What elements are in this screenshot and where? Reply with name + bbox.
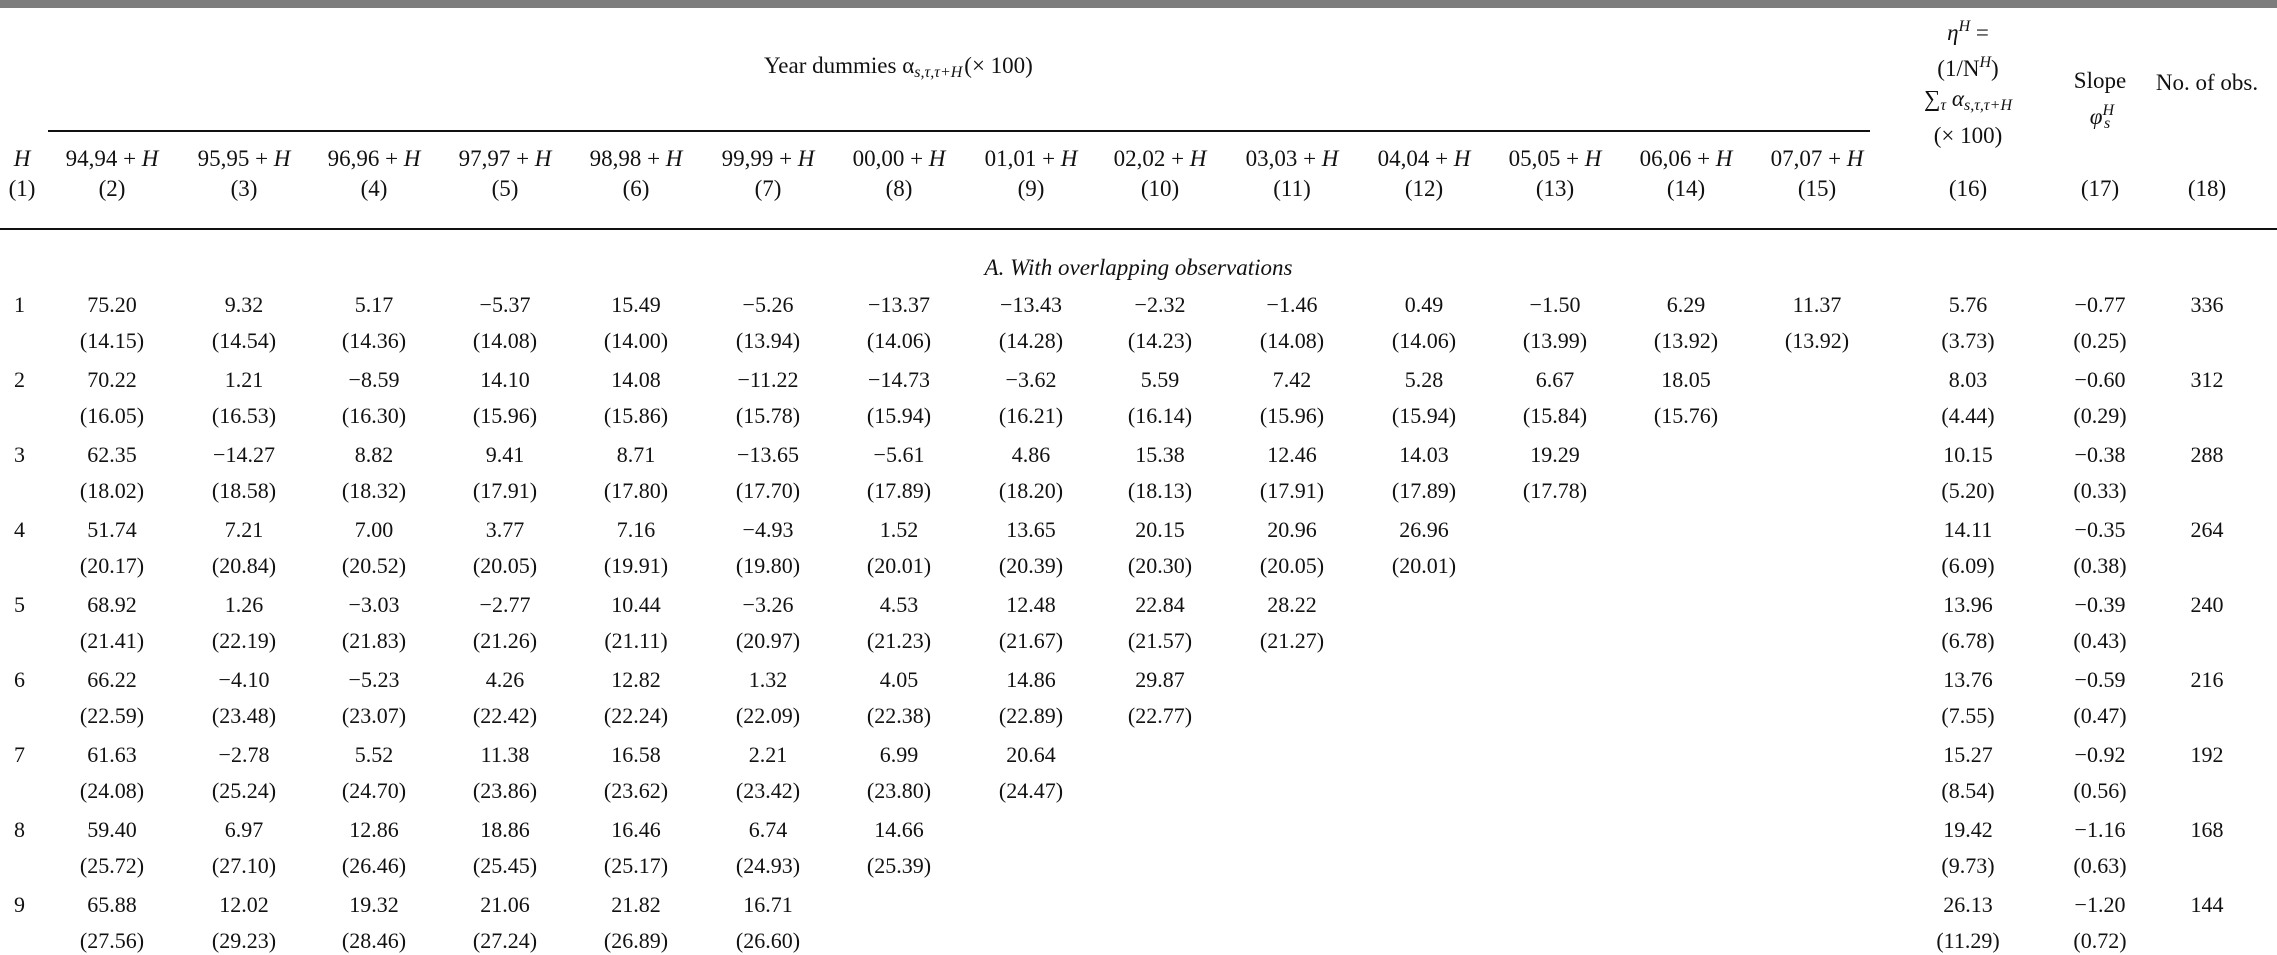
eta-cell: 8.03 bbox=[1948, 367, 1988, 392]
slope-line1: Slope bbox=[2073, 68, 2127, 93]
stderr-cell: (22.09) bbox=[735, 703, 801, 728]
estimate-cell: 29.87 bbox=[1135, 667, 1185, 692]
eta-stderr-cell: (4.44) bbox=[1941, 403, 1995, 428]
estimate-cell: 7.21 bbox=[224, 517, 264, 542]
stderr-cell: (13.92) bbox=[1784, 328, 1850, 353]
stderr-cell: (17.89) bbox=[866, 478, 932, 503]
estimate-cell: 8.82 bbox=[354, 442, 394, 467]
row-h-value: 7 bbox=[14, 742, 25, 767]
estimate-cell: 5.59 bbox=[1140, 367, 1180, 392]
stderr-cell: (15.84) bbox=[1522, 403, 1588, 428]
estimate-cell: 4.05 bbox=[879, 667, 919, 692]
estimate-cell: 68.92 bbox=[87, 592, 137, 617]
stderr-cell: (18.32) bbox=[341, 478, 407, 503]
slope-header bbox=[2074, 66, 2126, 139]
stderr-cell: (16.21) bbox=[998, 403, 1064, 428]
row-h-value: 9 bbox=[14, 892, 25, 917]
estimate-cell: 3.77 bbox=[485, 517, 525, 542]
obs-header: No. of obs. bbox=[2155, 70, 2259, 95]
stderr-cell: (20.30) bbox=[1127, 553, 1193, 578]
estimate-cell: 5.52 bbox=[354, 742, 394, 767]
col-label-year: 01,01 + H bbox=[984, 146, 1078, 171]
slope-cell: −0.59 bbox=[2074, 667, 2126, 692]
obs-cell: 192 bbox=[2190, 742, 2224, 767]
stderr-cell: (21.11) bbox=[604, 628, 668, 653]
row-h-value: 6 bbox=[14, 667, 25, 692]
estimate-cell: −3.62 bbox=[1005, 367, 1057, 392]
header-bottom-rule bbox=[0, 228, 2277, 230]
estimate-cell: 15.49 bbox=[611, 292, 661, 317]
stderr-cell: (24.08) bbox=[79, 778, 145, 803]
stderr-cell: (16.05) bbox=[79, 403, 145, 428]
eta-line3: $\sum_\tau$ $\alpha_{s,\tau,\tau+H}$ bbox=[1924, 86, 2012, 114]
stderr-cell: (27.56) bbox=[79, 928, 145, 953]
estimate-cell: 70.22 bbox=[87, 367, 137, 392]
estimate-cell: 20.15 bbox=[1135, 517, 1185, 542]
estimate-cell: 21.82 bbox=[611, 892, 661, 917]
estimate-cell: 12.46 bbox=[1267, 442, 1317, 467]
col-number: (9) bbox=[1017, 176, 1045, 201]
obs-cell: 216 bbox=[2190, 667, 2224, 692]
estimate-cell: 6.29 bbox=[1666, 292, 1706, 317]
estimate-cell: 12.82 bbox=[611, 667, 661, 692]
estimate-cell: 20.64 bbox=[1006, 742, 1056, 767]
eta-stderr-cell: (9.73) bbox=[1941, 853, 1995, 878]
row-h-value: 8 bbox=[14, 817, 25, 842]
eta-header bbox=[1924, 12, 2012, 151]
col-number: (16) bbox=[1948, 176, 1988, 201]
section-title: A. With overlapping observations bbox=[984, 255, 1293, 280]
estimate-cell: 22.84 bbox=[1135, 592, 1185, 617]
estimate-cell: 66.22 bbox=[87, 667, 137, 692]
estimate-cell: 15.38 bbox=[1135, 442, 1185, 467]
stderr-cell: (26.46) bbox=[341, 853, 407, 878]
eta-stderr-cell: (7.55) bbox=[1941, 703, 1995, 728]
slope-stderr-cell: (0.33) bbox=[2073, 478, 2127, 503]
estimate-cell: 6.74 bbox=[748, 817, 788, 842]
stderr-cell: (26.60) bbox=[735, 928, 801, 953]
col-number: (6) bbox=[622, 176, 650, 201]
estimate-cell: 1.21 bbox=[224, 367, 264, 392]
stderr-cell: (22.38) bbox=[866, 703, 932, 728]
stderr-cell: (18.02) bbox=[79, 478, 145, 503]
col-number: (14) bbox=[1666, 176, 1706, 201]
col-number: (7) bbox=[754, 176, 782, 201]
estimate-cell: 16.58 bbox=[611, 742, 661, 767]
estimate-cell: 18.86 bbox=[480, 817, 530, 842]
estimate-cell: −1.46 bbox=[1266, 292, 1318, 317]
estimate-cell: 14.03 bbox=[1399, 442, 1449, 467]
eta-line4: (× 100) bbox=[1933, 123, 2003, 148]
estimate-cell: 14.66 bbox=[874, 817, 924, 842]
row-h-value: 5 bbox=[14, 592, 25, 617]
col-label-year: 04,04 + H bbox=[1377, 146, 1471, 171]
slope-cell: −0.39 bbox=[2074, 592, 2126, 617]
slope-line2: $\varphi^H_s$ bbox=[2089, 102, 2115, 132]
col-number: (5) bbox=[491, 176, 519, 201]
estimate-cell: −13.37 bbox=[868, 292, 930, 317]
estimate-cell: 21.06 bbox=[480, 892, 530, 917]
stderr-cell: (29.23) bbox=[211, 928, 277, 953]
estimate-cell: 7.42 bbox=[1272, 367, 1312, 392]
eta-stderr-cell: (3.73) bbox=[1941, 328, 1995, 353]
estimate-cell: 4.86 bbox=[1011, 442, 1051, 467]
stderr-cell: (18.58) bbox=[211, 478, 277, 503]
stderr-cell: (15.86) bbox=[603, 403, 669, 428]
estimate-cell: −2.77 bbox=[479, 592, 531, 617]
stderr-cell: (14.23) bbox=[1127, 328, 1193, 353]
col-number: (10) bbox=[1140, 176, 1180, 201]
estimate-cell: 12.48 bbox=[1006, 592, 1056, 617]
year-dummies-underline bbox=[48, 130, 1870, 132]
col-number: (8) bbox=[885, 176, 913, 201]
col-number: (18) bbox=[2187, 176, 2227, 201]
slope-cell: −0.60 bbox=[2074, 367, 2126, 392]
estimate-cell: 65.88 bbox=[87, 892, 137, 917]
stderr-cell: (14.06) bbox=[1391, 328, 1457, 353]
obs-cell: 168 bbox=[2190, 817, 2224, 842]
stderr-cell: (23.80) bbox=[866, 778, 932, 803]
estimate-cell: −13.43 bbox=[1000, 292, 1062, 317]
stderr-cell: (20.01) bbox=[1391, 553, 1457, 578]
stderr-cell: (23.07) bbox=[341, 703, 407, 728]
stderr-cell: (13.92) bbox=[1653, 328, 1719, 353]
stderr-cell: (20.52) bbox=[341, 553, 407, 578]
stderr-cell: (23.48) bbox=[211, 703, 277, 728]
estimate-cell: 62.35 bbox=[87, 442, 137, 467]
estimate-cell: −2.32 bbox=[1134, 292, 1186, 317]
estimate-cell: −8.59 bbox=[348, 367, 400, 392]
stderr-cell: (26.89) bbox=[603, 928, 669, 953]
eta-cell: 19.42 bbox=[1943, 817, 1993, 842]
row-h-value: 1 bbox=[14, 292, 25, 317]
obs-cell: 288 bbox=[2190, 442, 2224, 467]
estimate-cell: 28.22 bbox=[1267, 592, 1317, 617]
estimate-cell: 12.02 bbox=[219, 892, 269, 917]
estimate-cell: 14.86 bbox=[1006, 667, 1056, 692]
col-label-year: 98,98 + H bbox=[589, 146, 683, 171]
col-number: (2) bbox=[98, 176, 126, 201]
slope-cell: −1.20 bbox=[2074, 892, 2126, 917]
eta-stderr-cell: (5.20) bbox=[1941, 478, 1995, 503]
stderr-cell: (21.67) bbox=[998, 628, 1064, 653]
estimate-cell: 19.32 bbox=[349, 892, 399, 917]
stderr-cell: (17.91) bbox=[472, 478, 538, 503]
stderr-cell: (24.47) bbox=[998, 778, 1064, 803]
estimate-cell: 20.96 bbox=[1267, 517, 1317, 542]
stderr-cell: (14.06) bbox=[866, 328, 932, 353]
stderr-cell: (14.08) bbox=[472, 328, 538, 353]
col-number: (4) bbox=[360, 176, 388, 201]
estimate-cell: 0.49 bbox=[1404, 292, 1444, 317]
stderr-cell: (25.39) bbox=[866, 853, 932, 878]
estimate-cell: 75.20 bbox=[87, 292, 137, 317]
stderr-cell: (20.17) bbox=[79, 553, 145, 578]
stderr-cell: (20.05) bbox=[1259, 553, 1325, 578]
slope-cell: −1.16 bbox=[2074, 817, 2126, 842]
stderr-cell: (24.70) bbox=[341, 778, 407, 803]
slope-stderr-cell: (0.43) bbox=[2073, 628, 2127, 653]
col-label-year: 07,07 + H bbox=[1770, 146, 1864, 171]
stderr-cell: (15.96) bbox=[1259, 403, 1325, 428]
estimate-cell: −1.50 bbox=[1529, 292, 1581, 317]
eta-stderr-cell: (11.29) bbox=[1936, 928, 2000, 953]
stderr-cell: (20.97) bbox=[735, 628, 801, 653]
stderr-cell: (22.42) bbox=[472, 703, 538, 728]
estimate-cell: 26.96 bbox=[1399, 517, 1449, 542]
col-label-year: 02,02 + H bbox=[1113, 146, 1207, 171]
estimate-cell: 4.26 bbox=[485, 667, 525, 692]
stderr-cell: (17.91) bbox=[1259, 478, 1325, 503]
estimate-cell: 1.52 bbox=[879, 517, 919, 542]
estimate-cell: 7.16 bbox=[616, 517, 656, 542]
col-label-year: 03,03 + H bbox=[1245, 146, 1339, 171]
stderr-cell: (27.10) bbox=[211, 853, 277, 878]
stderr-cell: (22.19) bbox=[211, 628, 277, 653]
estimate-cell: 4.53 bbox=[879, 592, 919, 617]
stderr-cell: (15.94) bbox=[1391, 403, 1457, 428]
estimate-cell: 19.29 bbox=[1530, 442, 1580, 467]
col-number: (1) bbox=[8, 176, 36, 201]
estimate-cell: −4.93 bbox=[742, 517, 794, 542]
stderr-cell: (15.94) bbox=[866, 403, 932, 428]
estimate-cell: 51.74 bbox=[87, 517, 137, 542]
slope-stderr-cell: (0.25) bbox=[2073, 328, 2127, 353]
col-number: (15) bbox=[1797, 176, 1837, 201]
eta-cell: 13.96 bbox=[1943, 592, 1993, 617]
stderr-cell: (21.26) bbox=[472, 628, 538, 653]
stderr-cell: (18.20) bbox=[998, 478, 1064, 503]
obs-cell: 312 bbox=[2190, 367, 2224, 392]
stderr-cell: (17.78) bbox=[1522, 478, 1588, 503]
slope-cell: −0.92 bbox=[2074, 742, 2126, 767]
stderr-cell: (17.70) bbox=[735, 478, 801, 503]
estimate-cell: 11.37 bbox=[1792, 292, 1842, 317]
estimate-cell: 9.41 bbox=[485, 442, 525, 467]
stderr-cell: (15.96) bbox=[472, 403, 538, 428]
stderr-cell: (14.00) bbox=[603, 328, 669, 353]
eta-line1: $\eta^H$ = bbox=[1947, 18, 1989, 45]
estimate-cell: 59.40 bbox=[87, 817, 137, 842]
top-rule bbox=[0, 0, 2277, 8]
stderr-cell: (16.53) bbox=[211, 403, 277, 428]
slope-cell: −0.77 bbox=[2074, 292, 2126, 317]
stderr-cell: (19.80) bbox=[735, 553, 801, 578]
stderr-cell: (21.23) bbox=[866, 628, 932, 653]
col-number: (12) bbox=[1404, 176, 1444, 201]
group-title-sub: s,τ,τ+H bbox=[914, 64, 963, 81]
stderr-cell: (14.36) bbox=[341, 328, 407, 353]
estimate-cell: 5.17 bbox=[354, 292, 394, 317]
obs-cell: 144 bbox=[2190, 892, 2224, 917]
stderr-cell: (15.76) bbox=[1653, 403, 1719, 428]
stderr-cell: (14.28) bbox=[998, 328, 1064, 353]
col-label-year: 95,95 + H bbox=[197, 146, 291, 171]
year-dummies-title bbox=[764, 52, 1033, 86]
stderr-cell: (14.54) bbox=[211, 328, 277, 353]
stderr-cell: (20.01) bbox=[866, 553, 932, 578]
slope-stderr-cell: (0.63) bbox=[2073, 853, 2127, 878]
stderr-cell: (15.78) bbox=[735, 403, 801, 428]
estimate-cell: −5.23 bbox=[348, 667, 400, 692]
estimate-cell: 12.86 bbox=[349, 817, 399, 842]
estimate-cell: 18.05 bbox=[1661, 367, 1711, 392]
eta-cell: 15.27 bbox=[1943, 742, 1993, 767]
estimate-cell: −3.03 bbox=[348, 592, 400, 617]
slope-stderr-cell: (0.56) bbox=[2073, 778, 2127, 803]
estimate-cell: 13.65 bbox=[1006, 517, 1056, 542]
estimate-cell: 10.44 bbox=[611, 592, 661, 617]
stderr-cell: (25.17) bbox=[603, 853, 669, 878]
slope-stderr-cell: (0.47) bbox=[2073, 703, 2127, 728]
stderr-cell: (28.46) bbox=[341, 928, 407, 953]
obs-cell: 264 bbox=[2190, 517, 2224, 542]
stderr-cell: (20.39) bbox=[998, 553, 1064, 578]
estimate-cell: −5.37 bbox=[479, 292, 531, 317]
estimate-cell: 16.71 bbox=[743, 892, 793, 917]
estimate-cell: 61.63 bbox=[87, 742, 137, 767]
eta-cell: 14.11 bbox=[1943, 517, 1993, 542]
col-label-h: H bbox=[13, 146, 31, 171]
stderr-cell: (14.08) bbox=[1259, 328, 1325, 353]
slope-stderr-cell: (0.38) bbox=[2073, 553, 2127, 578]
estimate-cell: −5.26 bbox=[742, 292, 794, 317]
stderr-cell: (22.89) bbox=[998, 703, 1064, 728]
stderr-cell: (13.99) bbox=[1522, 328, 1588, 353]
estimate-cell: 14.10 bbox=[480, 367, 530, 392]
estimate-cell: 7.00 bbox=[354, 517, 394, 542]
col-label-year: 94,94 + H bbox=[65, 146, 159, 171]
estimate-cell: −14.73 bbox=[868, 367, 930, 392]
estimate-cell: −5.61 bbox=[873, 442, 925, 467]
stderr-cell: (22.77) bbox=[1127, 703, 1193, 728]
slope-stderr-cell: (0.72) bbox=[2073, 928, 2127, 953]
eta-cell: 13.76 bbox=[1943, 667, 1993, 692]
col-number: (17) bbox=[2080, 176, 2120, 201]
stderr-cell: (23.62) bbox=[603, 778, 669, 803]
col-label-year: 97,97 + H bbox=[458, 146, 552, 171]
estimate-cell: −13.65 bbox=[737, 442, 799, 467]
stderr-cell: (24.93) bbox=[735, 853, 801, 878]
stderr-cell: (17.89) bbox=[1391, 478, 1457, 503]
estimate-cell: 11.38 bbox=[480, 742, 530, 767]
eta-cell: 26.13 bbox=[1943, 892, 1993, 917]
stderr-cell: (21.27) bbox=[1259, 628, 1325, 653]
col-number: (13) bbox=[1535, 176, 1575, 201]
stderr-cell: (19.91) bbox=[603, 553, 669, 578]
estimate-cell: 6.97 bbox=[224, 817, 264, 842]
col-label-year: 99,99 + H bbox=[721, 146, 815, 171]
row-h-value: 3 bbox=[14, 442, 25, 467]
stderr-cell: (18.13) bbox=[1127, 478, 1193, 503]
slope-cell: −0.35 bbox=[2074, 517, 2126, 542]
obs-cell: 336 bbox=[2190, 292, 2224, 317]
slope-cell: −0.38 bbox=[2074, 442, 2126, 467]
stderr-cell: (23.86) bbox=[472, 778, 538, 803]
eta-stderr-cell: (6.78) bbox=[1941, 628, 1995, 653]
stderr-cell: (22.24) bbox=[603, 703, 669, 728]
estimate-cell: 8.71 bbox=[616, 442, 656, 467]
obs-cell: 240 bbox=[2190, 592, 2224, 617]
slope-stderr-cell: (0.29) bbox=[2073, 403, 2127, 428]
col-label-year: 96,96 + H bbox=[327, 146, 421, 171]
stderr-cell: (16.14) bbox=[1127, 403, 1193, 428]
col-number: (11) bbox=[1273, 176, 1311, 201]
stderr-cell: (22.59) bbox=[79, 703, 145, 728]
stderr-cell: (21.57) bbox=[1127, 628, 1193, 653]
stderr-cell: (14.15) bbox=[79, 328, 145, 353]
col-label-year: 05,05 + H bbox=[1508, 146, 1602, 171]
estimate-cell: 2.21 bbox=[748, 742, 788, 767]
estimate-cell: 1.32 bbox=[748, 667, 788, 692]
stderr-cell: (23.42) bbox=[735, 778, 801, 803]
eta-line2: $(1/N^H)$ bbox=[1937, 54, 1999, 81]
estimate-cell: −2.78 bbox=[218, 742, 270, 767]
stderr-cell: (17.80) bbox=[603, 478, 669, 503]
row-h-value: 2 bbox=[14, 367, 25, 392]
col-label-year: 06,06 + H bbox=[1639, 146, 1733, 171]
estimate-cell: 9.32 bbox=[224, 292, 264, 317]
group-title-text: Year dummies α bbox=[764, 53, 915, 78]
stderr-cell: (27.24) bbox=[472, 928, 538, 953]
eta-cell: 10.15 bbox=[1943, 442, 1993, 467]
group-title-suffix: (× 100) bbox=[964, 53, 1033, 78]
estimate-cell: −4.10 bbox=[218, 667, 270, 692]
stderr-cell: (13.94) bbox=[735, 328, 801, 353]
stderr-cell: (21.41) bbox=[79, 628, 145, 653]
estimate-cell: 1.26 bbox=[224, 592, 264, 617]
estimate-cell: −3.26 bbox=[742, 592, 794, 617]
estimate-cell: −14.27 bbox=[213, 442, 275, 467]
estimate-cell: 6.67 bbox=[1535, 367, 1575, 392]
eta-stderr-cell: (8.54) bbox=[1941, 778, 1995, 803]
col-number: (3) bbox=[230, 176, 258, 201]
stderr-cell: (21.83) bbox=[341, 628, 407, 653]
col-label-year: 00,00 + H bbox=[852, 146, 946, 171]
stderr-cell: (25.24) bbox=[211, 778, 277, 803]
stderr-cell: (16.30) bbox=[341, 403, 407, 428]
stderr-cell: (25.72) bbox=[79, 853, 145, 878]
eta-cell: 5.76 bbox=[1948, 292, 1988, 317]
row-h-value: 4 bbox=[14, 517, 25, 542]
eta-stderr-cell: (6.09) bbox=[1941, 553, 1995, 578]
stderr-cell: (20.05) bbox=[472, 553, 538, 578]
estimate-cell: 14.08 bbox=[611, 367, 661, 392]
stderr-cell: (20.84) bbox=[211, 553, 277, 578]
estimate-cell: 6.99 bbox=[879, 742, 919, 767]
estimate-cell: −11.22 bbox=[737, 367, 799, 392]
stderr-cell: (25.45) bbox=[472, 853, 538, 878]
estimate-cell: 5.28 bbox=[1404, 367, 1444, 392]
estimate-cell: 16.46 bbox=[611, 817, 661, 842]
